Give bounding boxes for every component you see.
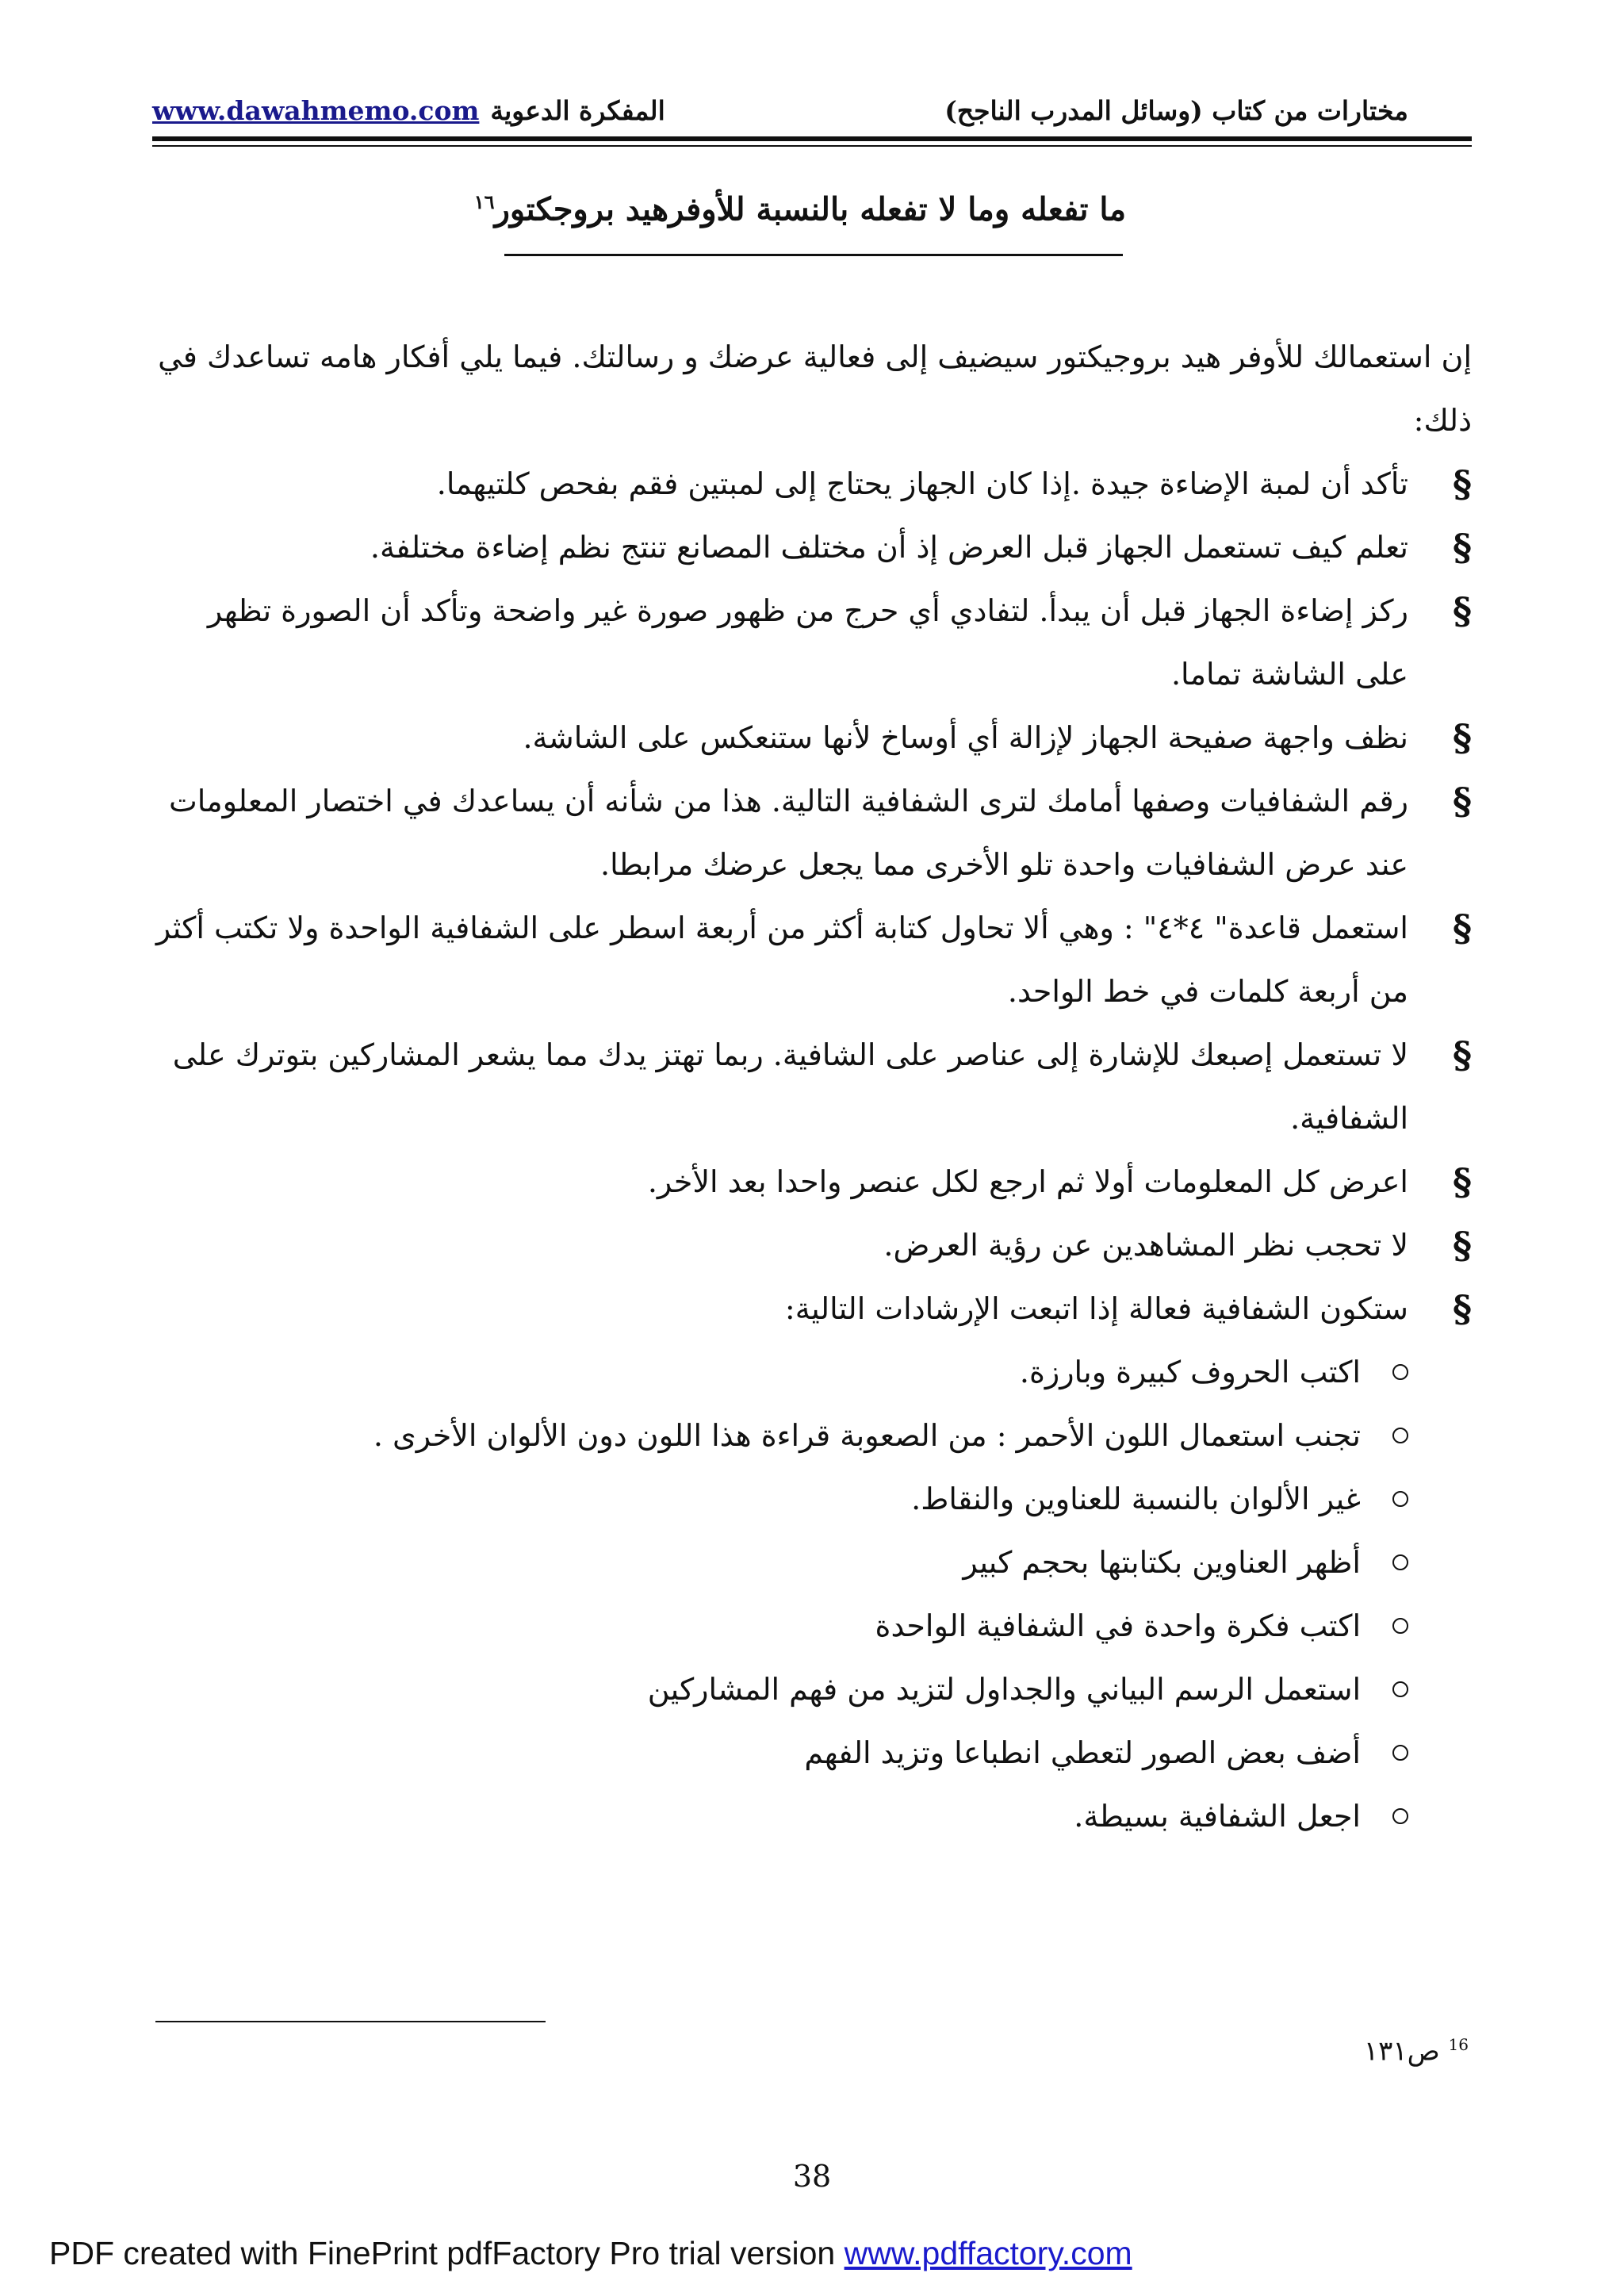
section-sign-icon: § <box>1452 1224 1472 1267</box>
circle-bullet-icon <box>1392 1428 1408 1443</box>
list-item <box>152 579 1472 706</box>
section-sign-icon: § <box>1452 1287 1472 1330</box>
section-sign-icon: § <box>1452 716 1472 759</box>
list-item-text: استعمل قاعدة" ٤*٤" : وهي ألا تحاول كتابة أكثر من أربعة اسطر على الشفافية الواحدة ولا تكتب أكثر من أربعة كلمات في خط الواحد. <box>155 910 1408 1009</box>
sub-list-item <box>152 1594 1472 1658</box>
circle-bullet-icon <box>1392 1681 1408 1697</box>
intro-paragraph: إن استعمالك للأوفر هيد بروجيكتور سيضيف إلى فعالية عرضك و رسالتك. فيما يلي أفكار هامه تساعدك في ذلك: <box>158 339 1472 438</box>
sub-list-item-text: اكتب الحروف كبيرة وبارزة. <box>1019 1355 1361 1389</box>
circle-bullet-icon <box>1392 1364 1408 1380</box>
page-number: 38 <box>792 2159 832 2194</box>
page-title-text: ما تفعله وما لا تفعله بالنسبة للأوفرهيد بروجكتور <box>494 190 1126 228</box>
list-item-text: نظف واجهة صفيحة الجهاز لإزالة أي أوساخ لأنها ستنعكس على الشاشة. <box>523 720 1408 755</box>
list-item-text: ركز إضاءة الجهاز قبل أن يبدأ. لتفادي أي حرج من ظهور صورة غير واضحة وتأكد أن الصورة تظهر على الشاشة تماما. <box>207 593 1408 692</box>
section-sign-icon: § <box>1452 526 1472 569</box>
sub-list-item-text: استعمل الرسم البياني والجداول لتزيد من فهم المشاركين <box>647 1672 1361 1707</box>
section-sign-icon: § <box>1452 589 1472 632</box>
sub-list-item-text: اكتب فكرة واحدة في الشفافية الواحدة <box>875 1608 1361 1643</box>
list-item <box>152 1023 1472 1150</box>
sub-list-item <box>152 1721 1472 1784</box>
list-item <box>152 896 1472 1023</box>
title-footnote-ref[interactable]: ١٦ <box>473 190 495 213</box>
section-sign-icon: § <box>1452 462 1472 505</box>
section-sign-icon: § <box>1452 907 1472 949</box>
list-item <box>152 706 1472 769</box>
list-item <box>152 1213 1472 1277</box>
circle-bullet-icon <box>1392 1554 1408 1570</box>
sub-list-item-text: أضف بعض الصور لتعطي انطباعا وتزيد الفهم <box>804 1735 1361 1770</box>
sub-list-item <box>152 1784 1472 1848</box>
list-item-text: تأكد أن لمبة الإضاءة جيدة .إذا كان الجهاز يحتاج إلى لمبتين فقم بفحص كلتيهما. <box>436 466 1408 501</box>
header-rule-thick <box>152 136 1472 141</box>
title-underline <box>504 254 1123 256</box>
list-item <box>152 1277 1472 1340</box>
sub-list-item-text: تجنب استعمال اللون الأحمر : من الصعوبة قراءة هذا اللون دون الألوان الأخرى . <box>373 1418 1361 1453</box>
main-content <box>152 325 1472 1848</box>
list-item-text: رقم الشفافيات وصفها أمامك لترى الشفافية التالية. هذا من شأنه أن يساعدك في اختصار المعلومات عند عرض الشفافيات واحدة تلو الأخرى مما يجعل عرضك مرابطا. <box>168 784 1408 882</box>
pdf-footer-link[interactable]: www.pdffactory.com <box>844 2235 1132 2271</box>
header-rule-thin <box>152 145 1472 147</box>
list-item-text: لا تستعمل إصبعك للإشارة إلى عناصر على الشافية. ربما تهتز يدك مما يشعر المشاركين بتوترك على الشفافية. <box>172 1037 1408 1136</box>
list-item <box>152 452 1472 516</box>
footnote-number: 16 <box>1448 2035 1469 2054</box>
sub-list-item <box>152 1467 1472 1531</box>
list-item <box>152 516 1472 579</box>
footnote-text: ص١٣١ <box>1363 2035 1440 2068</box>
pdf-footer-text: PDF created with FinePrint pdfFactory Pro trial version <box>49 2235 836 2271</box>
list-item <box>152 769 1472 896</box>
book-title: مختارات من كتاب (وسائل المدرب الناجح) <box>944 95 1408 126</box>
bullet-list <box>152 452 1472 1340</box>
list-item-text: اعرض كل المعلومات أولا ثم ارجع لكل عنصر واحدا بعد الأخر. <box>647 1164 1408 1199</box>
header-left <box>152 95 665 126</box>
sub-list-item <box>152 1531 1472 1594</box>
circle-bullet-icon <box>1392 1808 1408 1824</box>
page-title <box>473 190 1126 254</box>
page-header <box>152 89 1472 136</box>
website-link[interactable]: www.dawahmemo.com <box>152 95 480 126</box>
section-sign-icon: § <box>1452 780 1472 822</box>
section-sign-icon: § <box>1452 1160 1472 1203</box>
sub-list-item <box>152 1658 1472 1721</box>
sub-list-item-text: اجعل الشفافية بسيطة. <box>1074 1799 1361 1834</box>
sub-list-item <box>152 1340 1472 1404</box>
circle-bullet-icon <box>1392 1745 1408 1761</box>
section-sign-icon: § <box>1452 1033 1472 1076</box>
circle-bullet-icon <box>1392 1618 1408 1634</box>
list-item-text: لا تحجب نظر المشاهدين عن رؤية العرض. <box>883 1228 1408 1263</box>
sub-bullet-list <box>152 1340 1472 1848</box>
sub-list-item-text: غير الألوان بالنسبة للعناوين والنقاط. <box>911 1481 1361 1516</box>
footnote <box>1364 2035 1469 2067</box>
pdf-footer <box>49 2235 1132 2272</box>
circle-bullet-icon <box>1392 1491 1408 1507</box>
site-name: المفكرة الدعوية <box>490 95 665 126</box>
footnote-separator <box>155 2021 546 2022</box>
sub-list-item-text: أظهر العناوين بكتابتها بحجم كبير <box>963 1545 1361 1580</box>
list-item-text: ستكون الشفافية فعالة إذا اتبعت الإرشادات التالية: <box>784 1291 1408 1326</box>
list-item-text: تعلم كيف تستعمل الجهاز قبل العرض إذ أن مختلف المصانع تنتج نظم إضاءة مختلفة. <box>370 530 1408 565</box>
list-item <box>152 1150 1472 1213</box>
sub-list-item <box>152 1404 1472 1467</box>
